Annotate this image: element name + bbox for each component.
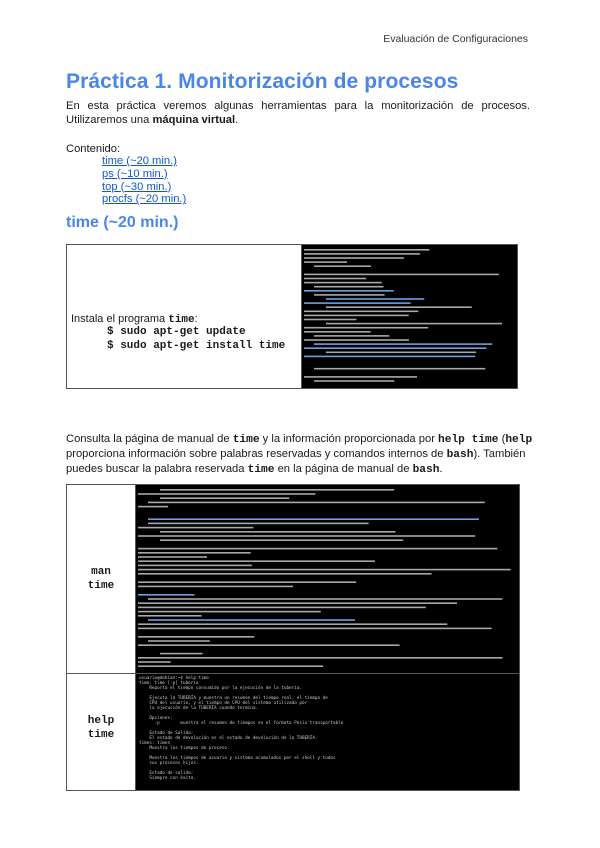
toc-link-time[interactable]: time (~20 min.) (102, 155, 177, 167)
intro-bold: máquina virtual (152, 114, 236, 126)
label-help: help (87, 715, 115, 727)
code-bash-2: bash (412, 464, 440, 476)
install-text: Instala el programa time: (71, 313, 198, 326)
document-header: Evaluación de Configuraciones (383, 33, 528, 45)
intro-paragraph (66, 99, 530, 127)
code-help: help (505, 434, 533, 446)
section-title-time: time (~20 min.) (66, 214, 179, 231)
install-terminal-output (302, 245, 517, 388)
toc-list (102, 155, 186, 206)
install-terminal-screenshot (302, 245, 517, 388)
toc-link-procfs[interactable]: procfs (~20 min.) (102, 193, 187, 206)
code-help-time: help time (438, 434, 499, 446)
install-instructions (67, 245, 302, 388)
toc-link-ps[interactable]: ps (~10 min.) (102, 167, 168, 180)
intro-text: En esta práctica veremos algunas herramientas para la monitorización de procesos. Utilizaremos una (66, 100, 530, 126)
label-man-time: time (87, 580, 115, 592)
label-man: man (91, 566, 111, 578)
row-man-label-cell (67, 485, 136, 673)
command-install: $ sudo apt-get install time (107, 340, 286, 352)
help-output-text: usuario@debian:~$ help time time: time [-p] tubería Reporta el tiempo consumido por la ejecución de la tubería. Ejecuta la TUBERÍA y muestra un resumen del tiempo real, el tiempo de CPU del usuario, y el tiempo de CPU del sistema utilizado por la ejecución de la TUBERÍA cuando termina. Opciones: -p muestra el resumen de tiempos en el formato Posix transportable Estado de Salida: El estado de devolución es el estado de devolución de la TUBERÍA. times: times Muestra los tiempos de proceso. Muestra los tiempos de usuario y sistema acumulados por el shell y todos sus procesos hijos. Estado de salida: Siempre con éxito. (139, 676, 344, 781)
man-time-terminal (136, 485, 519, 673)
page-title: Práctica 1. Monitorización de procesos (66, 70, 459, 93)
command-update: $ sudo apt-get update (107, 326, 246, 338)
toc-label: Contenido: (66, 143, 121, 155)
consult-paragraph: Consulta la página de manual de time y la información proporcionada por help time (help proporciona información sobre palabras reservadas y comandos internos de bash). También puedes buscar la palabra reservada time en la página de manual de bash. (66, 433, 533, 476)
intro-end: . (235, 114, 239, 126)
code-bash: bash (446, 449, 474, 461)
man-help-table (66, 484, 520, 791)
help-time-terminal (136, 674, 519, 790)
toc-link-top[interactable]: top (~30 min.) (102, 180, 172, 193)
install-box (66, 244, 518, 389)
code-time-2: time (247, 464, 275, 476)
program-name: time (168, 314, 195, 326)
man-page-output (136, 485, 519, 673)
label-help-time: time (87, 729, 115, 741)
row-help-label-cell (67, 674, 136, 790)
code-time: time (232, 434, 260, 446)
